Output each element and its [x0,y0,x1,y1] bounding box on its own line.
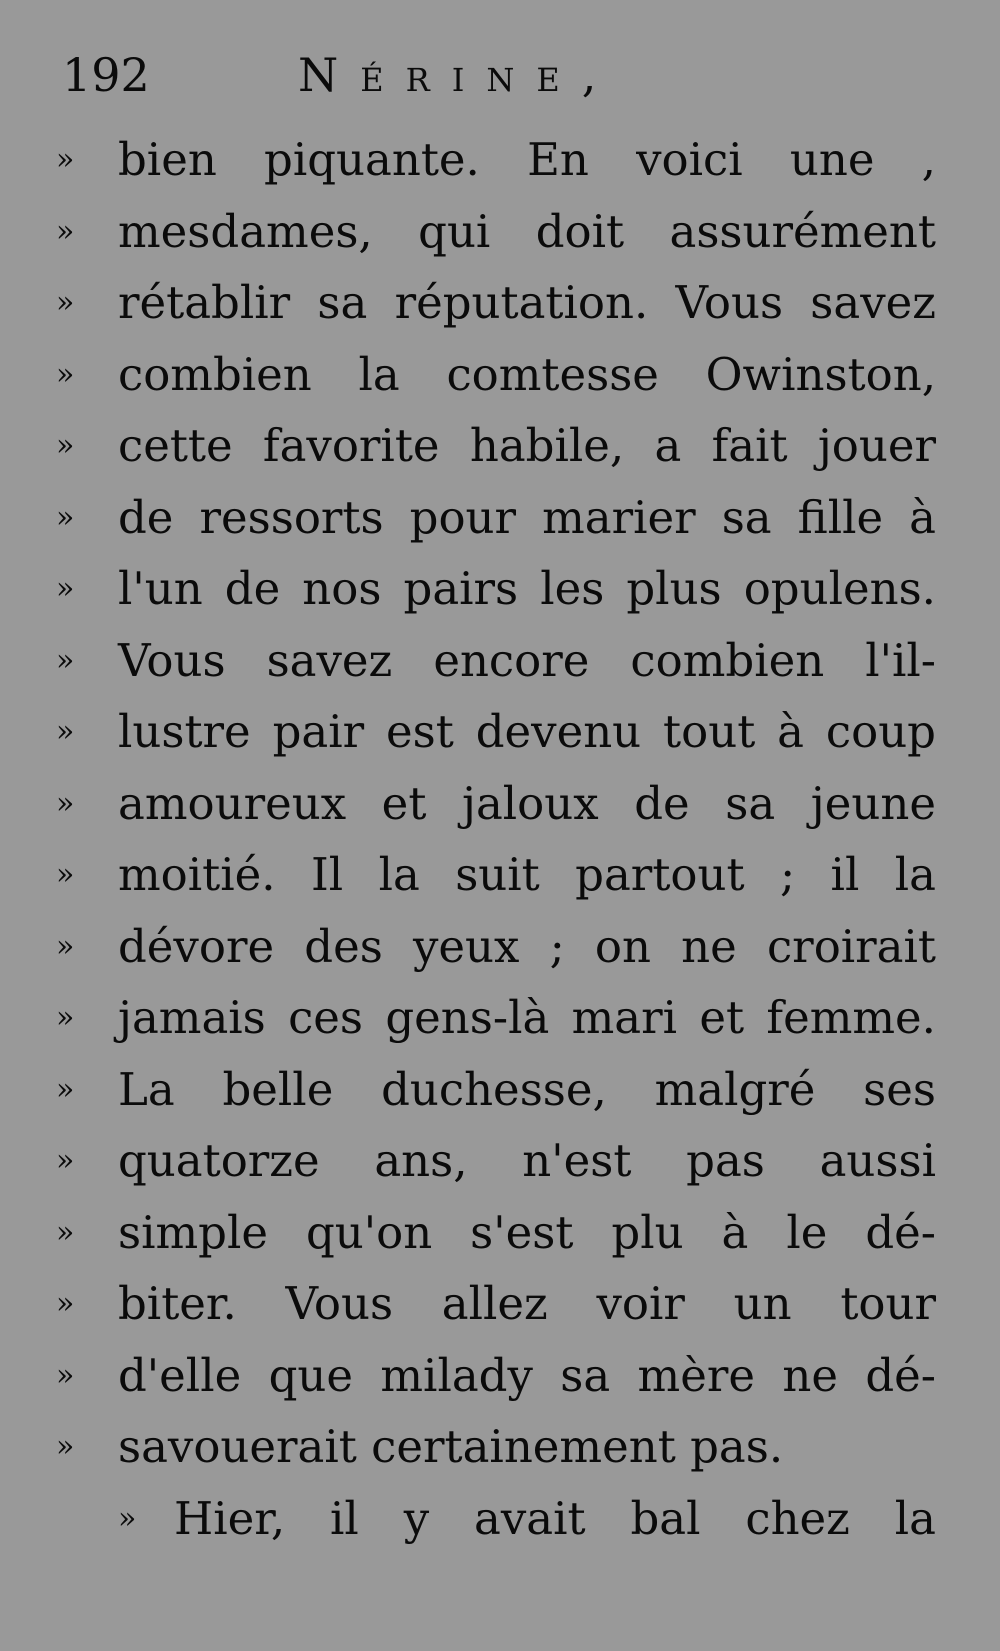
text-line [56,1125,936,1197]
line-text: dévore des yeux ; on ne croirait [118,919,936,973]
quote-mark: » [56,1429,75,1464]
quote-mark: » [56,642,75,678]
text-line [56,267,936,339]
text-line [56,124,936,196]
quote-mark: » [56,714,75,749]
running-head [62,40,942,110]
quote-mark: » [56,428,75,463]
text-line [56,1483,936,1555]
text-line [56,768,936,840]
text-line [56,1197,936,1269]
line-text: jamais ces gens-là mari et femme. [118,991,936,1044]
text-line [56,196,936,268]
text-line [56,482,936,554]
quote-mark: » [56,285,75,320]
text-line [56,410,936,482]
line-text: rétablir sa réputation. Vous savez [118,276,936,329]
line-text: Vous savez encore combien l'il- [118,633,936,687]
text-line [56,911,936,983]
text-line [56,553,936,625]
quote-mark: » [56,1214,75,1250]
line-text: moitié. Il la suit partout ; il la [118,848,936,901]
quote-mark: » [56,785,75,821]
quote-mark: » [56,1286,75,1321]
line-text: simple qu'on s'est plu à le dé- [118,1205,936,1259]
line-text: mesdames, qui doit assurément [118,204,936,258]
text-line [56,839,936,911]
line-text: quatorze ans, n'est pas aussi [118,1134,936,1187]
line-text: bien piquante. En voici une , [118,133,936,186]
quote-mark: » [118,1500,137,1536]
line-text: amoureux et jaloux de sa jeune [118,776,936,830]
quote-mark: » [56,213,75,249]
body-text [56,124,936,1554]
quote-mark: » [56,571,75,606]
line-text: de ressorts pour marier sa fille à [118,490,936,544]
text-line [56,696,936,768]
quote-mark: » [56,857,75,892]
text-line [56,1054,936,1126]
page-number: 192 [62,48,150,102]
text-line [56,1268,936,1340]
quote-mark: » [56,499,75,535]
text-line [56,625,936,697]
line-text: savouerait certainement pas. [118,1420,784,1473]
quote-mark: » [56,1071,75,1107]
quote-mark: » [56,1143,75,1178]
line-text: biter. Vous allez voir un tour [118,1277,936,1330]
quote-mark: » [56,928,75,964]
text-line [56,1411,936,1483]
running-title: Nérine, [298,48,619,102]
line-text: combien la comtesse Owinston, [118,347,936,401]
line-text: lustre pair est devenu tout à coup [118,705,936,758]
line-text: d'elle que milady sa mère ne dé- [118,1348,936,1402]
quote-mark: » [56,356,75,392]
line-text: l'un de nos pairs les plus opulens. [118,562,936,615]
quote-mark: » [56,1000,75,1035]
line-text: cette favorite habile, a fait jouer [118,419,936,472]
text-line [56,339,936,411]
text-line [56,982,936,1054]
line-text: Hier, il y avait bal chez la [174,1491,936,1545]
quote-mark: » [56,1357,75,1393]
text-line [56,1340,936,1412]
quote-mark: » [56,142,75,177]
line-text: La belle duchesse, malgré ses [118,1062,936,1116]
